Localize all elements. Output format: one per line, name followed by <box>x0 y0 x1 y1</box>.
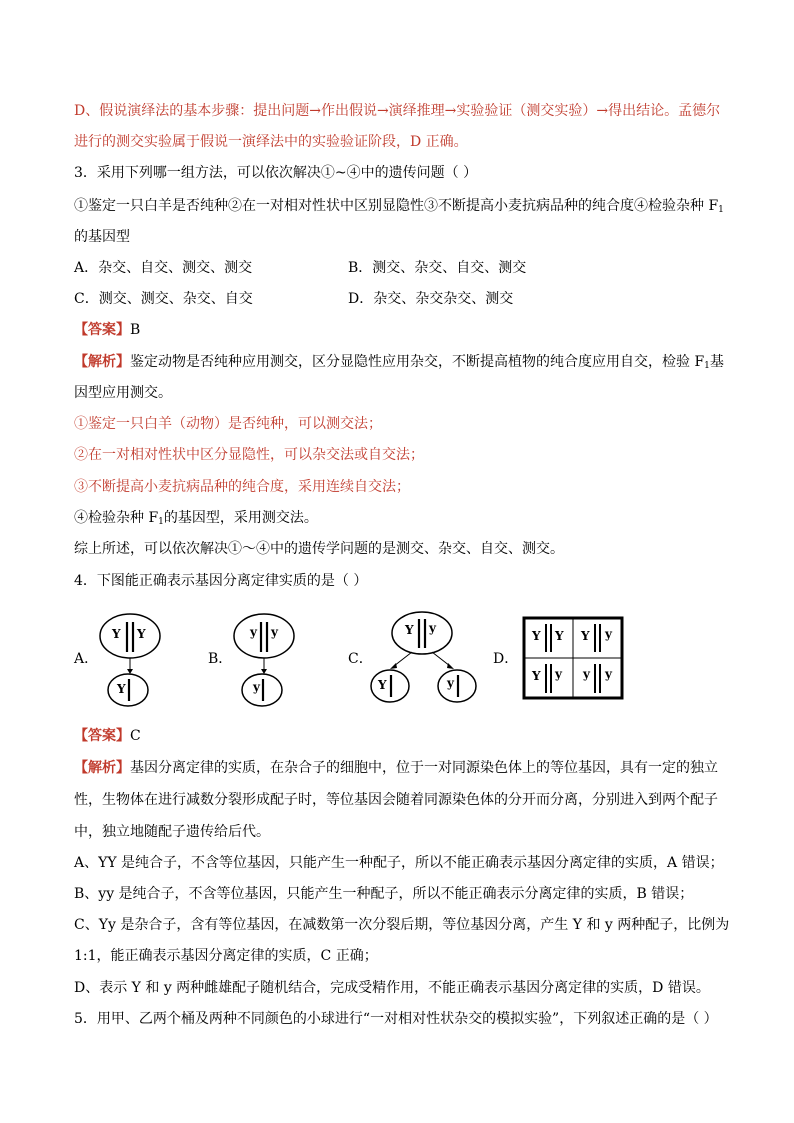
analysis-tag: 【解析】 <box>74 354 130 370</box>
gene-label: y <box>605 667 612 681</box>
q3-analysis-line-2: 因型应用测交。 <box>74 385 172 401</box>
q3-items-text: ①鉴定一只白羊是否纯种②在一对相对性状中区别显隐性③不断提高小麦抗病品种的纯合度④检验杂种 F <box>74 198 719 214</box>
gene-label: y <box>555 667 562 681</box>
q5-stem: 5．用甲、乙两个桶及两种不同颜色的小球进行“一对相对性状杂交的模拟实验”，下列叙述正确的是（ ） <box>74 1011 718 1027</box>
figure-b-label: B． <box>208 651 233 667</box>
q4-answer: C <box>130 728 141 744</box>
figure-b-diagram <box>232 608 302 708</box>
q4-analysis-text: 基因分离定律的实质，在杂合子的细胞中，位于一对同源染色体上的等位基因，具有一定的独立 <box>130 760 718 776</box>
gene-label: Y <box>532 629 541 643</box>
arrow-left <box>394 652 412 666</box>
gene-label: y <box>605 627 612 641</box>
q4-option-b-explanation: B、yy 是纯合子，不含等位基因，只能产生一种配子，所以不能正确表示分离定律的实质，B 错误； <box>74 886 694 902</box>
q4-option-c-explanation-2: 1:1，能正确表示基因分离定律的实质，C 正确； <box>74 948 378 964</box>
q4-analysis-line-3: 中，独立地随配子遗传给后代。 <box>74 824 270 840</box>
gene-label: y <box>250 625 257 639</box>
gene-label: Y <box>378 678 387 692</box>
q3-items-line-2: 的基因型 <box>74 229 130 245</box>
q3-reason-3: ③不断提高小麦抗病品种的纯合度，采用连续自交法； <box>74 479 410 495</box>
gene-label: Y <box>532 669 541 683</box>
gene-label: Y <box>112 627 121 641</box>
figure-c-diagram <box>368 608 483 708</box>
gene-label: y <box>447 676 454 690</box>
q3-reason-2: ②在一对相对性状中区分显隐性，可以杂交法或自交法； <box>74 447 424 463</box>
q3-option-c: C．测交、测交、杂交、自交 <box>74 291 253 307</box>
q3-answer: B <box>130 322 141 338</box>
arrow-head <box>127 669 133 674</box>
q3-stem: 3．采用下列哪一组方法，可以依次解决①~④中的遗传问题（ ） <box>74 165 478 181</box>
gene-label: Y <box>555 629 564 643</box>
q4-analysis-line-2: 性，生物体在进行减数分裂形成配子时，等位基因会随着同源染色体的分开而分离，分别进入到两个配子 <box>74 792 718 808</box>
parent-cell <box>100 614 160 658</box>
q3-reason-4-text: 的基因型，采用测交法。 <box>163 510 318 526</box>
figure-d-label: D． <box>493 651 519 667</box>
arrow-head <box>390 663 397 669</box>
figure-c-label: C． <box>348 651 373 667</box>
q3-reason-4 <box>74 508 724 528</box>
q3-analysis-text: 鉴定动物是否纯种应用测交，区分显隐性应用杂交，不断提高植物的纯合度应用自交，检验 F <box>130 354 705 370</box>
q3-option-a: A．杂交、自交、测交、测交 <box>74 260 253 276</box>
gene-label: Y <box>581 629 590 643</box>
answer-tag: 【答案】 <box>74 322 130 338</box>
figure-a-diagram <box>98 608 168 708</box>
arrow-right <box>432 652 450 666</box>
q4-option-d-explanation: D、表示 Y 和 y 两种雌雄配子随机结合，完成受精作用，不能正确表示基因分离定律的实质，D 错误。 <box>74 980 710 996</box>
gene-label: Y <box>405 623 414 637</box>
q4-option-a-explanation: A、YY 是纯合子，不含等位基因，只能产生一种配子，所以不能正确表示基因分离定律的实质，A 错误； <box>74 855 724 871</box>
subscript: 1 <box>704 361 710 371</box>
q3-items-line-1 <box>74 196 724 216</box>
subscript: 1 <box>158 517 164 527</box>
gene-label: Y <box>117 682 126 696</box>
gene-label: y <box>583 667 590 681</box>
q3-analysis-line-1 <box>74 352 724 372</box>
q3-reason-1: ①鉴定一只白羊（动物）是否纯种，可以测交法； <box>74 416 382 432</box>
q4-stem: 4．下图能正确表示基因分离定律实质的是（ ） <box>74 573 368 589</box>
q4-answer-line <box>74 726 724 746</box>
q3-option-d: D．杂交、杂交杂交、测交 <box>348 291 514 307</box>
gene-label: y <box>253 680 260 694</box>
gene-label: Y <box>137 627 146 641</box>
q3-reason-4-text: ④检验杂种 F <box>74 510 159 526</box>
arrow-head <box>261 669 267 674</box>
parent-cell <box>234 614 294 658</box>
parent-cell <box>392 612 452 654</box>
q3-summary: 综上所述，可以依次解决①～④中的遗传学问题的是测交、杂交、自交、测交。 <box>74 541 564 557</box>
q3-analysis-text: 基 <box>709 354 724 370</box>
figure-d-diagram <box>522 616 626 702</box>
subscript: 1 <box>718 205 724 215</box>
arrow-head <box>447 663 454 669</box>
answer-tag: 【答案】 <box>74 728 130 744</box>
gene-label: y <box>429 621 436 635</box>
figure-a-label: A． <box>74 651 99 667</box>
q4-analysis-line-1 <box>74 758 724 778</box>
q2-option-d-explanation-line-2: 进行的测交实验属于假说一演绎法中的实验验证阶段，D 正确。 <box>74 134 468 150</box>
q2-option-d-explanation-line-1: D、假说演绎法的基本步骤：提出问题→作出假说→演绎推理→实验验证（测交实验）→得出结论。孟德尔 <box>74 103 721 119</box>
q3-option-b: B．测交、杂交、自交、测交 <box>348 260 527 276</box>
gene-label: y <box>271 625 278 639</box>
analysis-tag: 【解析】 <box>74 760 130 776</box>
q3-answer-line <box>74 320 724 340</box>
q4-option-c-explanation-1: C、Yy 是杂合子，含有等位基因，在减数第一次分裂后期，等位基因分离，产生 Y 和 y 两种配子，比例为 <box>74 917 730 933</box>
